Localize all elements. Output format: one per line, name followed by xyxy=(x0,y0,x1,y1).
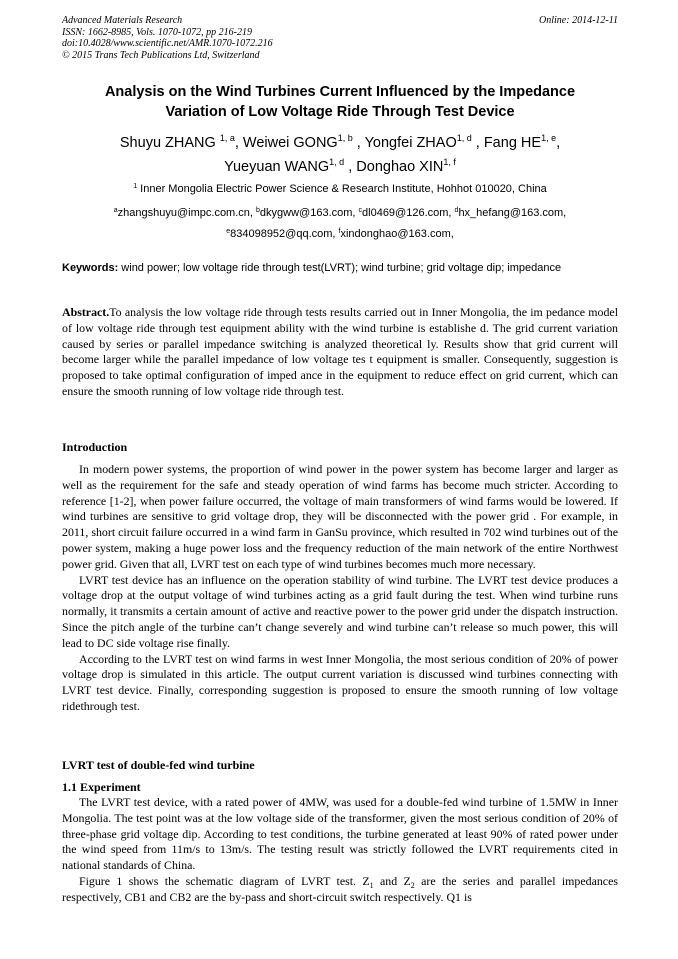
keywords xyxy=(62,261,618,275)
paragraph: LVRT test device has an influence on the operation stability of wind turbine. The LVRT test device produces a voltage drop at the output voltage of wind turbines acting as a grid fault during the test. When wind turbine runs normally, it transmits a certain amount of active and reactive power to the power grid under the dispatch instruction. Since the pitch angle of the turbine can’t change severely and wind turbine can’t release so much power, this will lead to DC side voltage rise finally. xyxy=(62,572,618,650)
introduction-body xyxy=(62,462,618,715)
author-line-1 xyxy=(62,131,618,155)
issn-line: ISSN: 1662-8985, Vols. 1070-1072, pp 216-219 xyxy=(62,26,252,38)
email-mark: b xyxy=(256,207,260,214)
text-run: are the series and parallel impedances respectively, CB1 and CB2 are the by-pass and short-circuit switch respectively. Q1 is xyxy=(62,873,618,904)
subscript: 2 xyxy=(410,880,415,890)
paper-title xyxy=(62,82,618,122)
author-separator: , xyxy=(234,135,243,151)
affiliation xyxy=(62,182,618,196)
abstract xyxy=(62,305,618,400)
author-affil-mark: 1, f xyxy=(443,157,456,167)
title-line-1: Analysis on the Wind Turbines Current Influenced by the Impedance xyxy=(104,84,576,100)
subsection-heading-experiment: 1.1 Experiment xyxy=(62,780,141,794)
paragraph: In modern power systems, the proportion of wind power in the power system has become larger and larger as well as the requirement for the safe and steady operation of wind farms has become much stricter. According to reference [1-2], when power failure occurred, the voltage of main transformers of wind farms would be lowered. If wind turbines are sensitive to grid voltage drop, they will be disconnected with the power grid . For example, in 2011, short circuit failure occurred in a wind farm in GanSu province, which resulted in 702 wind turbines out of the power system, making a huge power loss and the frequency reduction of the main network of the entire Northwest power grid. Given that all, LVRT test on each type of wind turbines becomes much more necessary. xyxy=(62,462,618,571)
abstract-label: Abstract. xyxy=(62,305,110,319)
abstract-text: To analysis the low voltage ride through tests results carried out in Inner Mongolia, the im pedance model of low voltage ride through test equipment ability with the wind turbine is establishe d. The grid current variation caused by series or parallel impedance switching is analyzed theoretical ly. Results show that grid current will become larger while the parallel impedance of low voltage tes t equipment is smaller. Consequently, suggestion is proposed to take optimal configuration of imped ance in the equipment to reduce effect on grid current, which can ensure the smooth running of low voltage ride through test. xyxy=(62,305,618,398)
subscript: 1 xyxy=(369,880,374,890)
experiment-body xyxy=(62,795,618,906)
email-address: dkygww@163.com, xyxy=(259,207,359,219)
author-affil-mark: 1, b xyxy=(337,133,353,143)
journal-header xyxy=(62,15,618,61)
email-line-2 xyxy=(62,224,618,245)
author-affil-mark: 1, d xyxy=(456,133,472,143)
email-mark: d xyxy=(454,207,459,214)
section-heading-introduction: Introduction xyxy=(62,440,128,454)
copyright-line: © 2015 Trans Tech Publications Ltd, Switzerland xyxy=(62,49,260,61)
author-separator: , xyxy=(471,135,484,151)
keywords-text: wind power; low voltage ride through test(LVRT); wind turbine; grid voltage dip; impedance xyxy=(118,262,562,274)
author-separator: , xyxy=(352,135,365,151)
email-address: dl0469@126.com, xyxy=(362,207,455,219)
title-line-2: Variation of Low Voltage Ride Through Test Device xyxy=(165,104,515,120)
author-name: Fang HE xyxy=(483,135,542,151)
author-affil-mark: 1, d xyxy=(329,157,345,167)
author-name: Weiwei GONG xyxy=(242,135,338,151)
online-date: Online: 2014-12-11 xyxy=(539,15,618,26)
text-run: and Z xyxy=(373,873,411,888)
email-address: hx_hefang@163.com, xyxy=(458,207,567,219)
author-line-2 xyxy=(62,155,618,179)
affiliation-text: Inner Mongolia Electric Power Science & Research Institute, Hohhot 010020, China xyxy=(137,183,547,195)
email-address: xindonghao@163.com, xyxy=(340,228,454,240)
author-name: Yueyuan WANG xyxy=(224,159,330,175)
doi-line: doi:10.4028/www.scientific.net/AMR.1070-1072.216 xyxy=(62,38,273,49)
paragraph xyxy=(62,874,618,906)
email-mark: a xyxy=(113,207,118,214)
paragraph: According to the LVRT test on wind farms in west Inner Mongolia, the most serious condition of 20% of power voltage drop is simulated in this article. The output current variation is discussed wind turbines connecting with LVRT test device. Finally, corresponding suggestion is proposed to ensure the smooth running of low voltage ridethrough test. xyxy=(62,651,618,713)
email-list xyxy=(62,203,618,245)
author-separator: , xyxy=(344,159,357,175)
author-affil-mark: 1, a xyxy=(219,133,235,143)
email-line-1 xyxy=(62,203,618,224)
affiliation-mark: 1 xyxy=(133,183,138,190)
journal-name: Advanced Materials Research xyxy=(62,15,183,26)
author-list xyxy=(62,131,618,179)
author-name: Yongfei ZHAO xyxy=(364,135,457,151)
email-mark: c xyxy=(358,207,363,214)
email-mark: f xyxy=(338,228,341,235)
author-name: Shuyu ZHANG xyxy=(119,135,216,151)
email-mark: e xyxy=(226,228,231,235)
author-name: Donghao XIN xyxy=(356,159,444,175)
email-address: 834098952@qq.com, xyxy=(230,228,339,240)
section-heading-lvrt: LVRT test of double-fed wind turbine xyxy=(62,758,255,772)
text-run: Figure 1 shows the schematic diagram of LVRT test. Z xyxy=(79,873,370,888)
paragraph: The LVRT test device, with a rated power of 4MW, was used for a double-fed wind turbine of 1.5MW in Inner Mongolia. The test point was at the low voltage side of the transformer, given the most serious condition of 20% of three-phase grid voltage dip. According to test conditions, the turbine generated at least 90% of rated power under the wind speed from 11m/s to 13m/s. The testing result was strictly followed the LVRT requirements cited in national standards of China. xyxy=(62,795,618,873)
author-separator: , xyxy=(556,135,561,151)
author-affil-mark: 1, e xyxy=(541,133,557,143)
keywords-label: Keywords: xyxy=(62,262,119,274)
email-address: zhangshuyu@impc.com.cn, xyxy=(117,207,257,219)
